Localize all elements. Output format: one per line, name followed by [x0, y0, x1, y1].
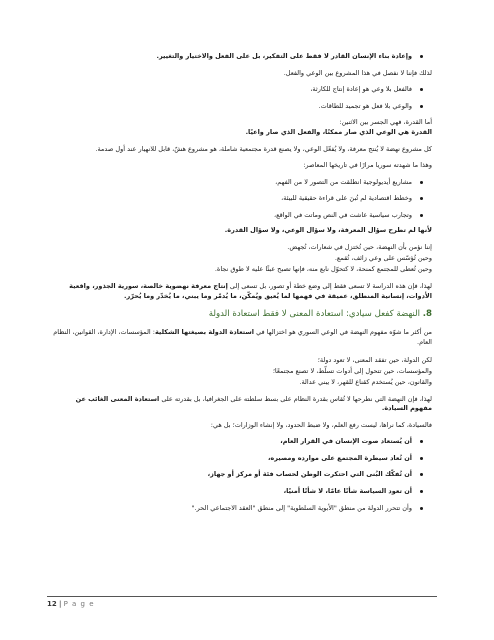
text: : المؤسسات، الإدارة، القوانين، النظام العام.: [53, 328, 432, 346]
list-item: [52, 487, 412, 497]
paragraph: فالسيادة، كما نراها، ليست رفع العلم، ولا ضبط الحدود، ولا إنشاء الوزارات؛ بل هي:: [210, 420, 432, 429]
line: والمؤسسات، حين تتحول إلى أدوات تسلّط، لا تصنع مجتمعًا؛: [272, 366, 432, 375]
bold-text: استعادة الدولة بصيغتها الشكلية: [154, 328, 255, 337]
line: إننا نؤمن بأن النهضة، حين تُختزل في شعارات، تُجهض.: [287, 243, 432, 252]
paragraph: لذلك فإننا لا نفصل في هذا المشروع بين الوعي والفعل.: [283, 68, 432, 77]
paragraph-state: [52, 328, 432, 347]
list-item-text: أن يُستعاد صوت الإنسان في القرار العام،: [280, 437, 412, 446]
list-item: [52, 454, 412, 464]
list-item: [52, 211, 412, 221]
list-item-text: فالفعل بلا وعي هو إعادة إنتاج للكارثة،: [310, 85, 412, 94]
page-footer: [47, 596, 437, 610]
paragraph: وهذا ما شهدته سوريا مرارًا في تاريخها المعاصر:: [303, 161, 432, 170]
list-item: [52, 102, 412, 112]
bullet-dot: [420, 105, 423, 108]
list-item: [52, 178, 412, 188]
list-item-text: أن تُعاد سيطرة المجتمع على موارده ومصيره،: [267, 453, 412, 462]
list-item-text: أن تُفكّك البُنى التي احتكرت الوطن لحساب فئة أو مركز أو جهاز،: [207, 470, 412, 479]
text: لهذا، فإن النهضة التي نطرحها لا تُقاس بقدرة النظام على بسط سلطته على الجغرافيا، بل بقدرته على: [161, 394, 432, 403]
paragraph-study: [52, 282, 432, 301]
line: وحين تُؤسّس على وعي زائف، تُقمع.: [334, 254, 432, 263]
list-item: [52, 194, 412, 204]
bullet-list-action: [52, 85, 432, 111]
page-word: P a g e: [63, 600, 95, 609]
list-item-text: والوعي بلا فعل هو تجميد للطاقات.: [318, 101, 412, 110]
bullet-dot: [420, 197, 423, 200]
list-item-text: وتجارب سياسية عاشت في النص وماتت في الواقع،: [274, 210, 412, 219]
bullet-dot: [420, 55, 423, 58]
list-item: [52, 437, 412, 447]
bullet-dot: [420, 214, 423, 217]
paragraph: كل مشروع نهضة لا يُنتج معرفة، ولا يُفعّل الوعي، ولا يصنع قدرة مجتمعية شاملة، هو مشروع هشّ، قابل للانهيار عند أول صدمة.: [95, 144, 432, 153]
list-item-text: مشاريع أيديولوجية انطلقت من التصور لا من الفهم،: [275, 177, 412, 186]
bullet-dot: [420, 473, 423, 476]
bullet-dot: [420, 440, 423, 443]
bullet-dot: [420, 181, 423, 184]
bullet-list-sovereignty: [52, 437, 432, 513]
bold-text: استعادة المعنى الغائب عن مفهوم السيادة.: [75, 394, 432, 413]
paragraph-renaissance: [52, 395, 432, 414]
list-item: [52, 52, 412, 62]
line: وحين تُعطى للمجتمع كمنحة، لا كتحوّل نابع منه، فإنها تصبح عبئًا عليه لا طوق نجاة.: [214, 265, 432, 274]
bullet-list-top: [52, 52, 432, 62]
text: لهذا، فإن هذه الدراسة لا تسعى فقط إلى وضع خطة أو تصور، بل تسعى إلى: [229, 282, 432, 291]
bold-text: إنتاج معرفة نهضوية خالصة، سورية الجذور، واقعية الأدوات، إنسانية المنطلق، عميقة في فهمها لما يُعيق ويُمكّن، ما يُدمّر وما يبني، ما يُخدّر وما يُحرّر.: [69, 282, 432, 300]
list-item: [52, 504, 412, 514]
paragraph-ability: [52, 118, 432, 137]
bullet-list-history: [52, 178, 432, 221]
section-heading: [52, 308, 432, 320]
bullet-dot: [420, 507, 423, 510]
line: لكن الدولة، حين تفقد المعنى، لا تعود دولة؛: [317, 355, 432, 364]
list-item-text: وإعادة بناء الإنسان القادر لا فقط على التفكير، بل على الفعل والاختيار والتغيير.: [156, 52, 412, 60]
heading-text: النهضة كفعل سيادي: استعادة المعنى لا فقط استعادة الدولة: [208, 309, 421, 320]
bullet-dot: [420, 88, 423, 91]
list-item: [52, 470, 412, 480]
list-item: [52, 85, 412, 95]
paragraph-lines: [52, 242, 432, 275]
text: من أكثر ما شوّه مفهوم النهضة في الوعي السوري هو اختزالها في: [256, 328, 432, 337]
footer-separator: |: [58, 600, 62, 609]
list-item-text: وخطط اقتصادية لم تُبنَ على قراءة حقيقية للبيئة،: [281, 194, 412, 203]
paragraph-lines: [52, 355, 432, 388]
bullet-dot: [420, 457, 423, 460]
line: والقانون، حين يُستخدم كقناع للقهر، لا يبني عدالة.: [299, 377, 432, 386]
list-item-text: أن تعود السياسة شأنًا عامًا، لا شأنًا أمنيًا،: [283, 487, 412, 496]
list-item-text: وأن تتحرر الدولة من منطق "الأبوية السلطوية" إلى منطق "العقد الاجتماعي الحر.": [191, 503, 412, 512]
text: أما القدرة، فهي الجسر بين الاثنين:: [339, 118, 432, 127]
heading-number: 8.: [422, 309, 432, 320]
paragraph: لأنها لم تطرح سؤال المعرفة، ولا سؤال الوعي، ولا سؤال القدرة.: [224, 225, 432, 234]
bullet-dot: [420, 490, 423, 493]
page-number: 12: [47, 600, 57, 609]
bold-text: القدرة هي الوعي الذي صار ممكنًا، والفعل الذي صار واعيًا.: [245, 127, 432, 136]
